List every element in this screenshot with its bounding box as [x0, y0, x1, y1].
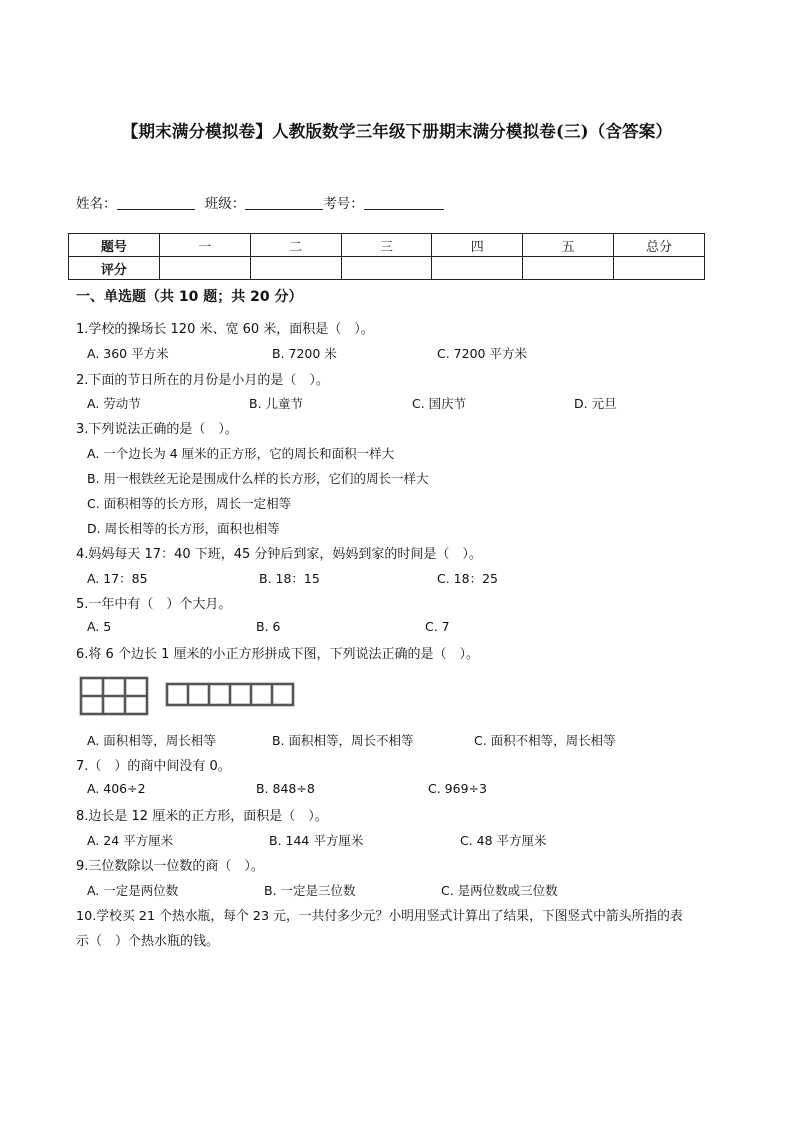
option-b: B. 一定是三位数 — [264, 883, 356, 898]
question-stem: 8.边长是 12 厘米的正方形，面积是（ ）。 — [76, 809, 328, 824]
option-c: C. 面积相等的长方形，周长一定相等 — [87, 496, 292, 511]
page-title: 【期末满分模拟卷】人教版数学三年级下册期末满分模拟卷(三)（含答案） — [121, 122, 673, 141]
option-d: D. 周长相等的长方形，面积也相等 — [87, 521, 280, 536]
exam-blank — [364, 195, 444, 210]
option-b: B. 儿童节 — [249, 396, 304, 411]
table-cell: 四 — [432, 234, 523, 257]
option-b: B. 用一根铁丝无论是围成什么样的长方形，它们的周长一样大 — [87, 471, 429, 486]
question-stem: 1.学校的操场长 120 米、宽 60 米，面积是（ ）。 — [76, 322, 374, 337]
option-d: D. 元旦 — [574, 396, 617, 411]
class-label: 班级： — [204, 196, 246, 212]
question-stem: 10.学校买 21 个热水瓶，每个 23 元，一共付多少元？小明用竖式计算出了结果，下图竖式中箭头所指的表 — [76, 909, 683, 924]
option-c: C. 969÷3 — [428, 781, 487, 796]
question-stem: 3.下列说法正确的是（ ）。 — [76, 422, 238, 437]
table-cell: 二 — [250, 234, 341, 257]
option-c: C. 18：25 — [437, 571, 498, 586]
option-a: A. 5 — [87, 619, 112, 634]
option-a: A. 24 平方厘米 — [87, 833, 174, 848]
table-cell: 一 — [159, 234, 250, 257]
option-c: C. 是两位数或三位数 — [441, 883, 558, 898]
option-a: A. 劳动节 — [87, 396, 141, 411]
student-info — [76, 192, 444, 212]
table-cell: 题号 — [69, 234, 160, 257]
table-cell: 评分 — [69, 257, 160, 280]
question-stem: 6.将 6 个边长 1 厘米的小正方形拼成下图，下列说法正确的是（ ）。 — [76, 647, 479, 662]
question-stem: 2.下面的节日所在的月份是小月的是（ ）。 — [76, 373, 329, 388]
option-b: B. 面积相等，周长不相等 — [272, 733, 414, 748]
option-a: A. 一个边长为 4 厘米的正方形，它的周长和面积一样大 — [87, 446, 395, 461]
option-a: A. 406÷2 — [87, 781, 146, 796]
option-c: C. 48 平方厘米 — [460, 833, 547, 848]
option-b: B. 7200 米 — [272, 346, 337, 361]
option-b: B. 6 — [256, 619, 281, 634]
option-b: B. 144 平方厘米 — [269, 833, 364, 848]
option-a: A. 一定是两位数 — [87, 883, 179, 898]
option-c: C. 7200 平方米 — [437, 346, 527, 361]
score-cell — [341, 257, 432, 280]
option-c: C. 国庆节 — [412, 396, 467, 411]
question-stem: 9.三位数除以一位数的商（ ）。 — [76, 859, 264, 874]
score-table-score-row — [69, 257, 705, 280]
option-c: C. 面积不相等，周长相等 — [474, 733, 616, 748]
question-stem: 5.一年中有（ ）个大月。 — [76, 597, 232, 612]
strip-1x6-shape — [167, 684, 293, 705]
option-a: A. 17：85 — [87, 571, 148, 586]
option-b: B. 848÷8 — [256, 781, 315, 796]
class-blank — [245, 195, 323, 210]
question-stem: 7.（ ）的商中间没有 0。 — [76, 759, 231, 774]
exam-label: 考号： — [323, 196, 364, 212]
score-table — [68, 233, 705, 280]
grid-2x3-shape — [81, 678, 147, 714]
name-blank — [117, 195, 195, 210]
table-cell: 五 — [523, 234, 614, 257]
score-table-header-row — [69, 234, 705, 257]
score-cell — [432, 257, 523, 280]
table-cell: 三 — [341, 234, 432, 257]
option-a: A. 面积相等，周长相等 — [87, 733, 216, 748]
option-c: C. 7 — [425, 619, 450, 634]
score-cell — [159, 257, 250, 280]
table-cell: 总分 — [614, 234, 705, 257]
option-b: B. 18：15 — [259, 571, 320, 586]
option-a: A. 360 平方米 — [87, 346, 169, 361]
question-stem: 4.妈妈每天 17：40 下班，45 分钟后到家，妈妈到家的时间是（ ）。 — [76, 547, 482, 562]
score-cell — [614, 257, 705, 280]
square-tiling-figure — [79, 676, 299, 718]
question-stem-continued: 示（ ）个热水瓶的钱。 — [76, 934, 220, 949]
score-cell — [250, 257, 341, 280]
section-heading: 一、单选题（共 10 题；共 20 分） — [76, 289, 303, 305]
score-cell — [523, 257, 614, 280]
name-label: 姓名： — [76, 196, 117, 212]
